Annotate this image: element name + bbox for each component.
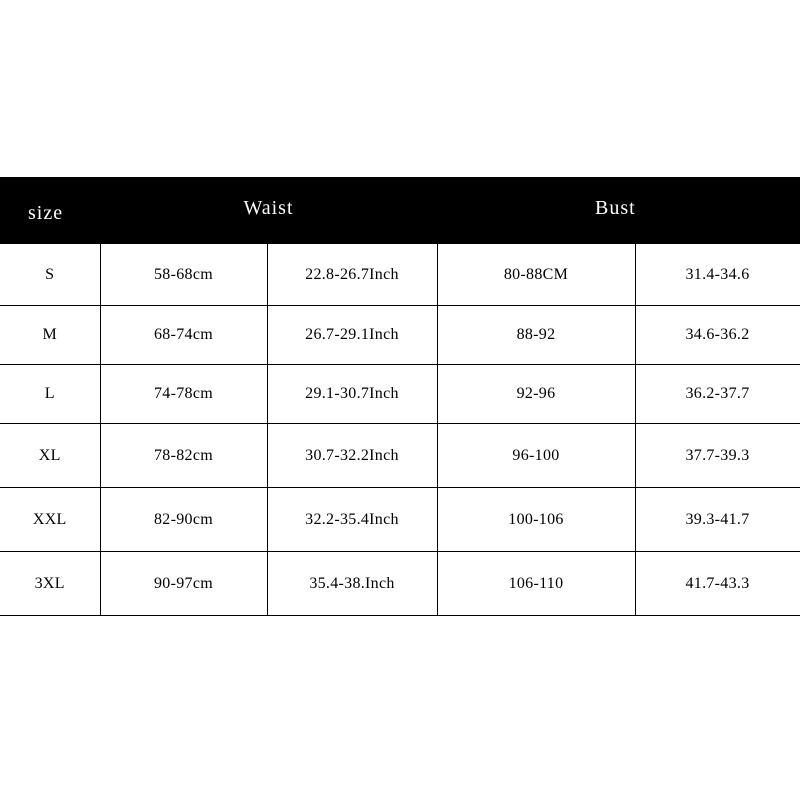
table-row [0, 488, 800, 552]
cell-bust-cm: 96-100 [437, 424, 635, 488]
table-row [0, 552, 800, 616]
cell-size: L [0, 365, 100, 424]
cell-waist-cm: 58-68cm [100, 244, 267, 306]
table-row [0, 306, 800, 365]
cell-waist-inch: 26.7-29.1Inch [267, 306, 437, 365]
cell-waist-cm: 78-82cm [100, 424, 267, 488]
cell-bust-inch: 39.3-41.7 [635, 488, 800, 552]
cell-bust-inch: 31.4-34.6 [635, 244, 800, 306]
cell-bust-cm: 80-88CM [437, 244, 635, 306]
cell-bust-cm: 92-96 [437, 365, 635, 424]
cell-waist-inch: 22.8-26.7Inch [267, 244, 437, 306]
table-row [0, 365, 800, 424]
cell-bust-cm: 88-92 [437, 306, 635, 365]
cell-waist-cm: 68-74cm [100, 306, 267, 365]
cell-bust-inch: 37.7-39.3 [635, 424, 800, 488]
table-header-row [0, 177, 800, 244]
header-bust: Bust [437, 177, 800, 244]
table-row [0, 424, 800, 488]
cell-bust-inch: 36.2-37.7 [635, 365, 800, 424]
cell-waist-cm: 82-90cm [100, 488, 267, 552]
cell-bust-cm: 106-110 [437, 552, 635, 616]
cell-waist-inch: 32.2-35.4Inch [267, 488, 437, 552]
cell-size: M [0, 306, 100, 365]
cell-waist-cm: 74-78cm [100, 365, 267, 424]
size-chart-table [0, 177, 800, 616]
cell-bust-inch: 41.7-43.3 [635, 552, 800, 616]
cell-size: XL [0, 424, 100, 488]
cell-waist-inch: 29.1-30.7Inch [267, 365, 437, 424]
cell-waist-cm: 90-97cm [100, 552, 267, 616]
header-size: size [0, 177, 100, 244]
table-row [0, 244, 800, 306]
cell-waist-inch: 35.4-38.Inch [267, 552, 437, 616]
cell-size: S [0, 244, 100, 306]
cell-bust-cm: 100-106 [437, 488, 635, 552]
cell-size: 3XL [0, 552, 100, 616]
cell-bust-inch: 34.6-36.2 [635, 306, 800, 365]
cell-waist-inch: 30.7-32.2Inch [267, 424, 437, 488]
header-waist: Waist [100, 177, 437, 244]
cell-size: XXL [0, 488, 100, 552]
